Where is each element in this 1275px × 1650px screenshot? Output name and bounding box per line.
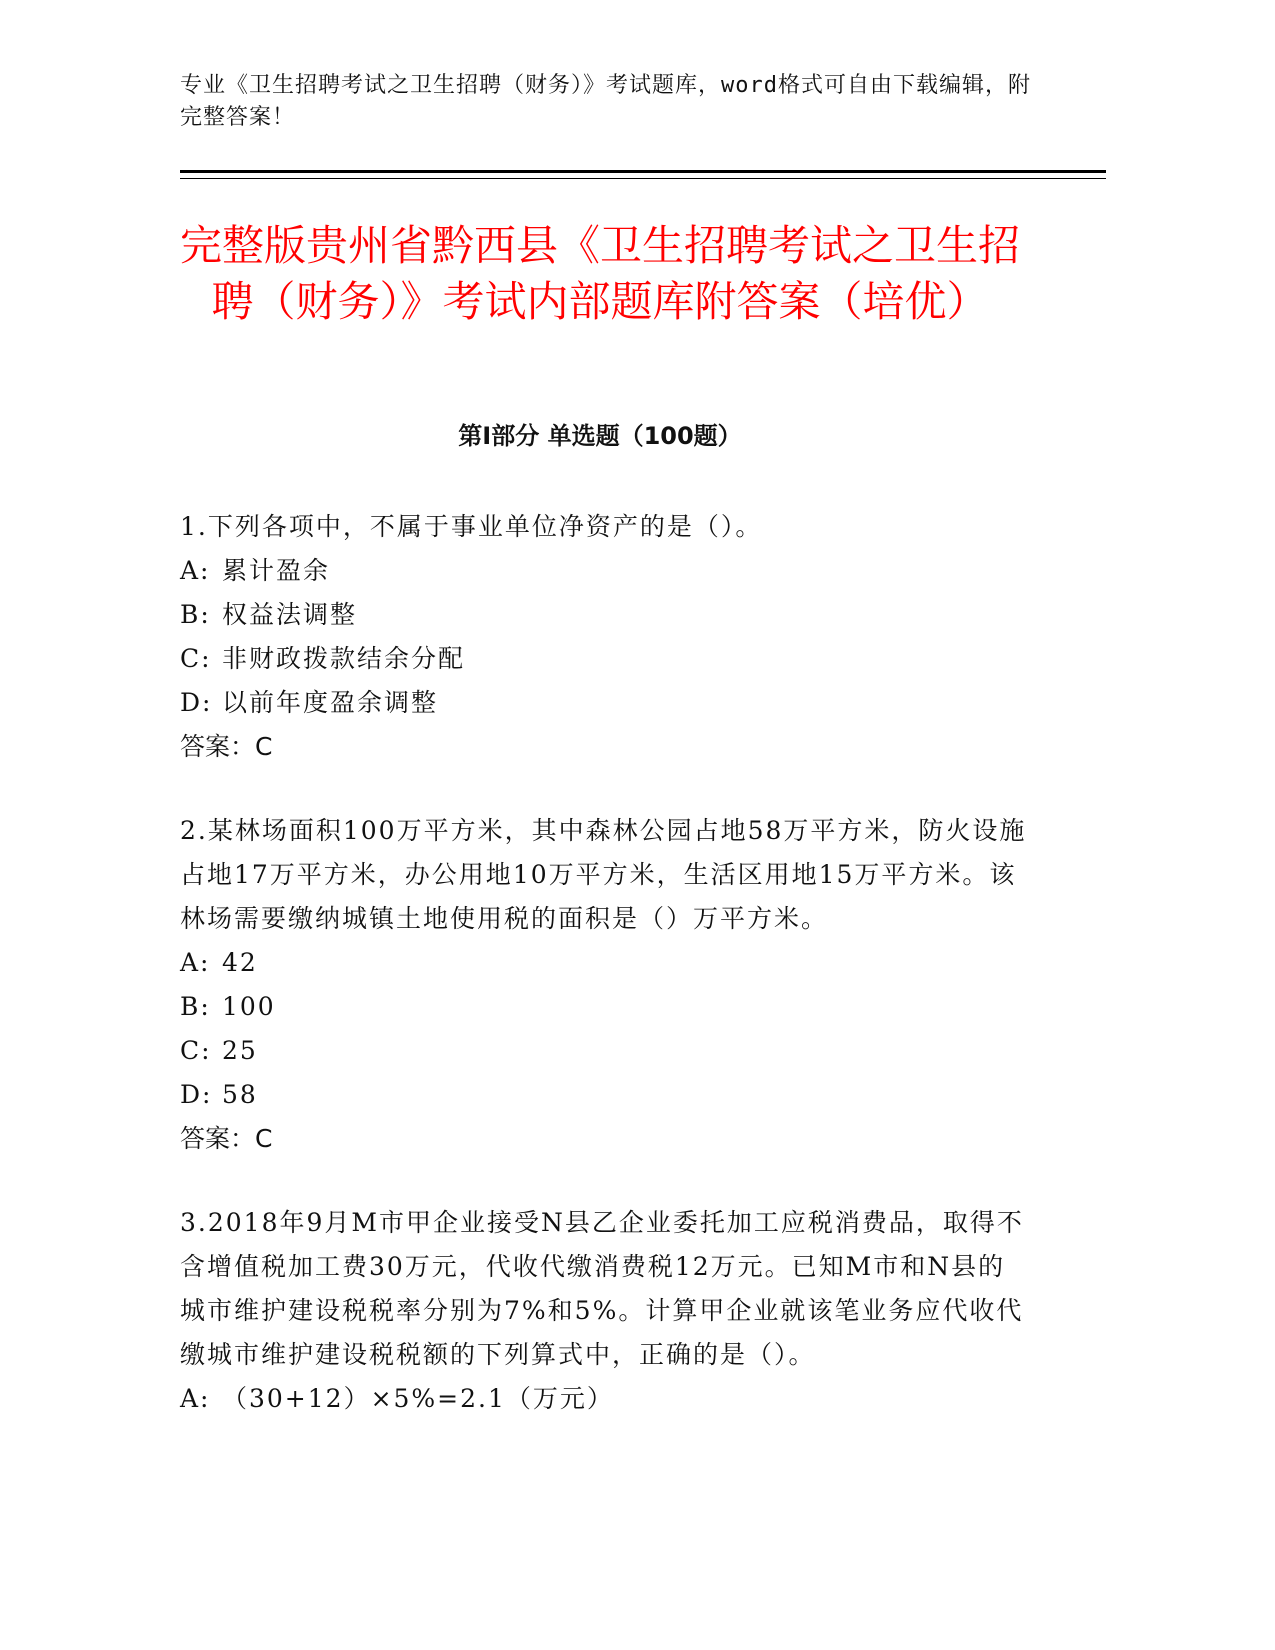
question-stem: 3.2018年9月M市甲企业接受N县乙企业委托加工应税消费品，取得不含增值税加工费30万元，代收代缴消费税12万元。已知M市和N县的城市维护建设税税率分别为7%和5%。计算甲企业就该笔业务应代收代缴城市维护建设税税额的下列算式中，正确的是（）。 (180, 1208, 1024, 1369)
question-stem: 2.某林场面积100万平方米，其中森林公园占地58万平方米，防火设施占地17万平方米，办公用地10万平方米，生活区用地15万平方米。该林场需要缴纳城镇土地使用税的面积是（）万平方米。 (180, 816, 1027, 933)
option-key: A: (180, 1384, 211, 1413)
option-key: D: (180, 688, 213, 717)
question-stem: 1.下列各项中，不属于事业单位净资产的是（）。 (180, 512, 763, 541)
question-1 (180, 505, 1030, 769)
option-a (180, 549, 1030, 593)
option-b (180, 985, 1030, 1029)
option-key: D: (180, 1080, 213, 1109)
option-key: A: (180, 556, 211, 585)
option-key: C: (180, 644, 212, 673)
option-d (180, 681, 1030, 725)
option-text: 100 (222, 992, 276, 1021)
option-text: 累计盈余 (222, 556, 331, 585)
header-divider-thick (180, 170, 1106, 173)
option-text: 非财政拨款结余分配 (222, 644, 466, 673)
question-2 (180, 809, 1030, 1161)
option-b (180, 593, 1030, 637)
option-c (180, 1029, 1030, 1073)
answer: 答案：C (180, 732, 273, 761)
option-text: 42 (222, 948, 258, 977)
question-3 (180, 1201, 1030, 1421)
option-text: 25 (222, 1036, 258, 1065)
option-text: 以前年度盈余调整 (222, 688, 439, 717)
option-text: 权益法调整 (222, 600, 358, 629)
option-d (180, 1073, 1030, 1117)
document-title: 完整版贵州省黔西县《卫生招聘考试之卫生招聘（财务）》考试内部题库附答案（培优） (180, 221, 1021, 326)
option-key: A: (180, 948, 211, 977)
option-a (180, 941, 1030, 985)
option-text: （30+12）×5%=2.1（万元） (222, 1384, 614, 1413)
header-note: 专业《卫生招聘考试之卫生招聘（财务）》考试题库，word格式可自由下载编辑，附完整答案！ (180, 73, 1031, 130)
option-key: B: (180, 600, 211, 629)
option-text: 58 (222, 1080, 258, 1109)
question-list (180, 505, 1030, 1461)
header-divider-thin (180, 178, 1106, 179)
section-heading: 第I部分 单选题（100题） (458, 422, 742, 450)
option-key: C: (180, 1036, 212, 1065)
option-a (180, 1377, 1030, 1421)
option-c (180, 637, 1030, 681)
answer: 答案：C (180, 1124, 273, 1153)
option-key: B: (180, 992, 211, 1021)
